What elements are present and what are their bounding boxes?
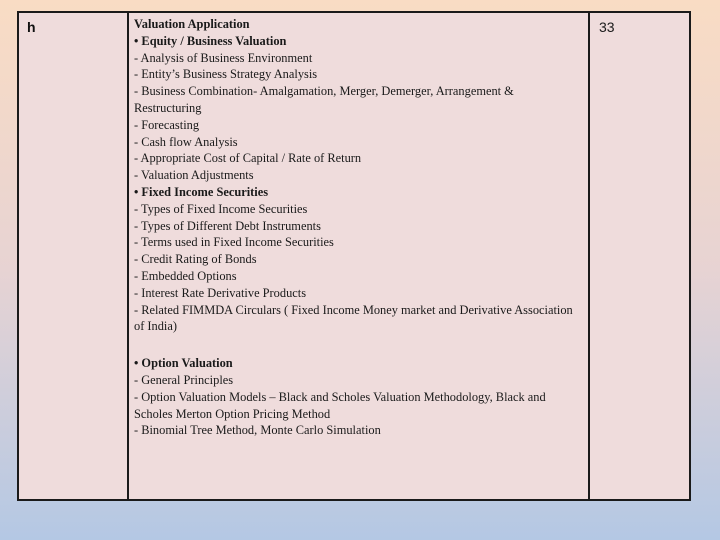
topic-item: - Forecasting: [134, 117, 200, 132]
topic-item: - Appropriate Cost of Capital / Rate of Return: [134, 151, 362, 166]
topic-item: - Terms used in Fixed Income Securities: [134, 235, 334, 250]
topic-item: - Credit Rating of Bonds: [134, 252, 257, 267]
topic-item: - Types of Fixed Income Securities: [134, 201, 308, 216]
syllabus-table: [17, 11, 691, 501]
topic-item: - Entity’s Business Strategy Analysis: [134, 67, 318, 82]
topic-heading-equity: • Equity / Business Valuation: [134, 33, 287, 48]
topic-item: - Analysis of Business Environment: [134, 50, 313, 65]
topic-item: - Binomial Tree Method, Monte Carlo Simulation: [134, 423, 381, 438]
topic-item: - Interest Rate Derivative Products: [134, 285, 307, 300]
paragraph-gap: [134, 335, 584, 355]
topic-list: [134, 16, 584, 439]
topic-item: - Valuation Adjustments: [134, 168, 254, 183]
topic-item: - Option Valuation Models – Black and Scholes Valuation Methodology, Black and Scholes Merton Option Pricing Method: [134, 389, 546, 421]
topic-heading-option: • Option Valuation: [134, 356, 233, 371]
topic-item: - Embedded Options: [134, 268, 237, 283]
column-divider: [127, 13, 129, 499]
topic-item: - Types of Different Debt Instruments: [134, 218, 321, 233]
column-divider: [588, 13, 590, 499]
row-label: h: [27, 19, 36, 35]
topic-item: - Business Combination- Amalgamation, Merger, Demerger, Arrangement & Restructuring: [134, 84, 514, 115]
topic-item: - General Principles: [134, 372, 234, 387]
topic-item: - Cash flow Analysis: [134, 134, 238, 149]
section-title: Valuation Application: [134, 17, 250, 31]
page-number: 33: [599, 19, 615, 35]
topic-heading-fixed-income: • Fixed Income Securities: [134, 184, 269, 199]
topic-item: - Related FIMMDA Circulars ( Fixed Income Money market and Derivative Association of India): [134, 302, 573, 334]
